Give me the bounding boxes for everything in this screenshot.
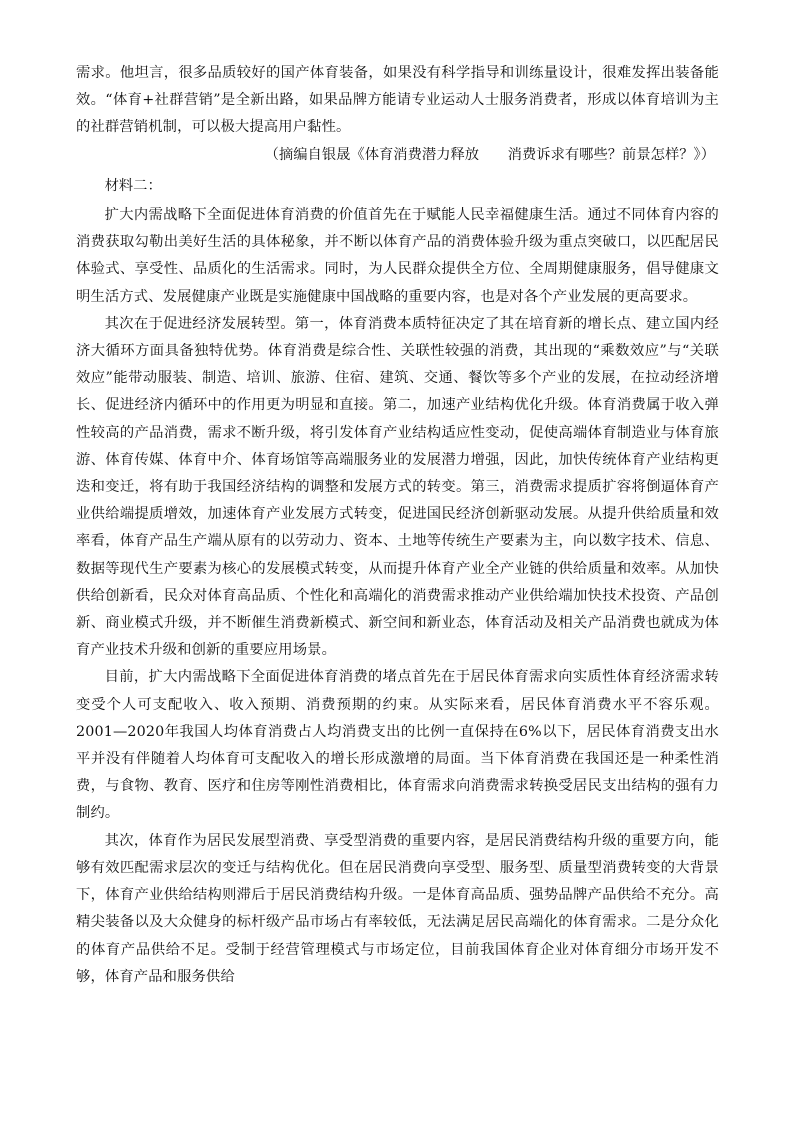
paragraph-economic-transformation: 其次在于促进经济发展转型。第一，体育消费本质特征决定了其在培育新的增长点、建立国内经济大循环方面具备独特优势。体育消费是综合性、关联性较强的消费，其出现的“乘数效应”与“关联效应”能带动服装、制造、培训、旅游、住宿、建筑、交通、餐饮等多个产业的发展，在拉动经济增长、促进经济内循环中的作用更为明显和直接。第二，加速产业结构优化升级。体育消费属于收入弹性较高的产品消费，需求不断升级，将引发体育产业结构适应性变动，促使高端体育制造业与体育旅游、体育传媒、体育中介、体育场馆等高端服务业的发展潜力增强，因此，加快传统体育产业结构更迭和变迁，将有助于我国经济结构的调整和发展方式的转变。第三，消费需求提质扩容将倒逼体育产业供给端提质增效，加速体育产业发展方式转变，促进国民经济创新驱动发展。从提升供给质量和效率看，体育产品生产端从原有的以劳动力、资本、土地等传统生产要素为主，向以数字技术、信息、数据等现代生产要素为核心的发展模式转变，从而提升体育产业全产业链的供给质量和效率。从加快供给创新看，民众对体育高品质、个性化和高端化的消费需求推动产业供给端加快技术投资、产品创新、商业模式升级，并不断催生消费新模式、新空间和新业态，体育活动及相关产品消费也就成为体育产业技术升级和创新的重要应用场景。 — [76, 315, 719, 659]
paragraph-supply-structure: 其次，体育作为居民发展型消费、享受型消费的重要内容，是居民消费结构升级的重要方向，能够有效匹配需求层次的变迁与结构优化。但在居民消费向享受型、服务型、质量型消费转变的大背景下，体育产业供给结构则滞后于居民消费结构升级。一是体育高品质、强势品牌产品供给不充分。高精尖装备以及大众健身的标杆级产品市场占有率较低，无法满足居民高端化的体育需求。二是分众化的体育产品供给不足。受制于经营管理模式与市场定位，目前我国体育企业对体育细分市场开发不够，体育产品和服务供给 — [76, 832, 719, 985]
paragraph-consumption-bottleneck: 目前，扩大内需战略下全面促进体育消费的堵点首先在于居民体育需求向实质性体育经济需求转变受个人可支配收入、收入预期、消费预期的约束。从实际来看，居民体育消费水平不容乐观。2001—2020年我国人均体育消费占人均消费支出的比例一直保持在6%以下，居民体育消费支出水平并没有伴随着人均体育可支配收入的增长形成激增的局面。当下体育消费在我国还是一种柔性消费，与食物、教育、医疗和住房等刚性消费相比，体育需求向消费需求转换受居民支出结构的强有力制约。 — [76, 669, 719, 822]
source-citation: （摘编自银晟《体育消费潜力释放 消费诉求有哪些？前景怎样？》） — [264, 146, 715, 163]
document-page — [76, 60, 719, 991]
paragraph-value-healthy-life: 扩大内需战略下全面促进体育消费的价值首先在于赋能人民幸福健康生活。通过不同体育内容的消费获取勾勒出美好生活的具体秘象，并不断以体育产品的消费体验升级为重点突破口，以匹配居民体验式、享受性、品质化的生活需求。同时，为人民群众提供全方位、全周期健康服务，倡导健康文明生活方式、发展健康产业既是实施健康中国战略的重要内容，也是对各个产业发展的更高要求。 — [76, 207, 719, 305]
material-two-label: 材料二： — [104, 177, 162, 194]
paragraph-material-one-ending: 需求。他坦言，很多品质较好的国产体育装备，如果没有科学指导和训练量设计，很难发挥出装备能效。“体育+社群营销”是全新出路，如果品牌方能请专业运动人士服务消费者，形成以体育培训为主的社群营销机制，可以极大提高用户黏性。 — [76, 65, 719, 136]
